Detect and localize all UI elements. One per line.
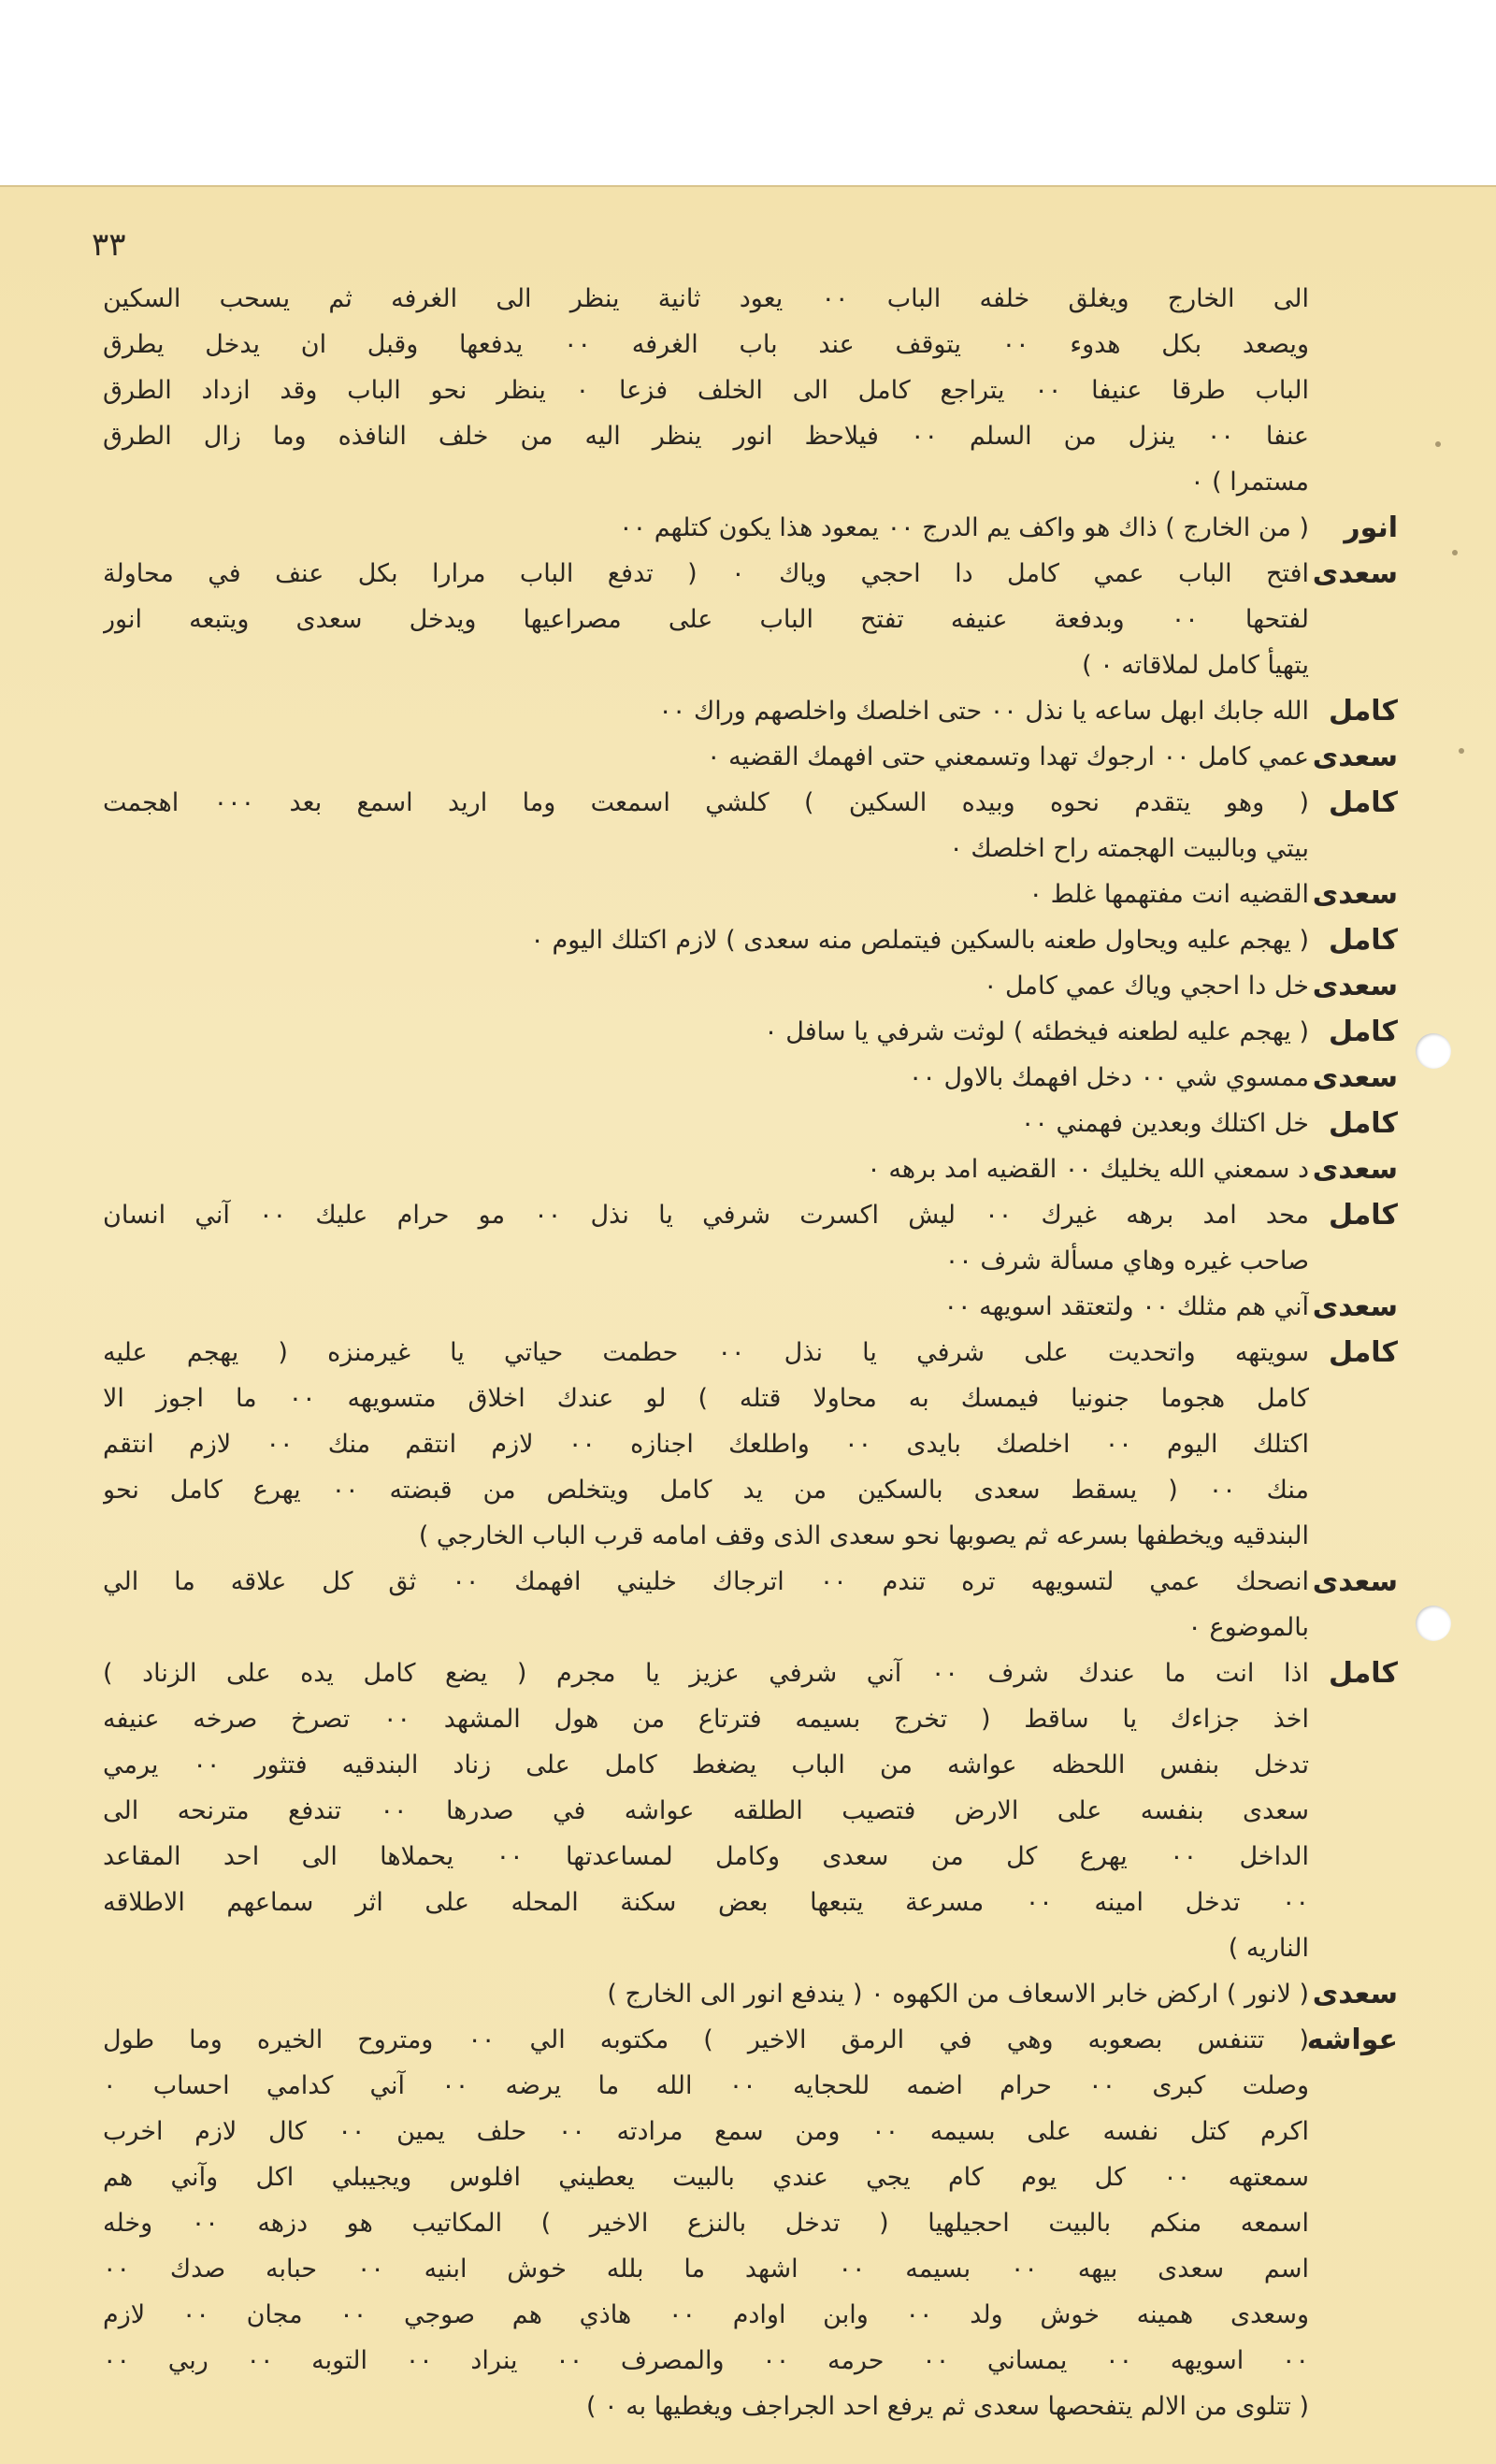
text-line: سمعتهه ٠٠ كل يوم كام يجي عندي بالبيت يعطيني افلوس ويجيبلي اكل وآني هم	[103, 2163, 1309, 2192]
speaker-name: سعدى	[1312, 557, 1398, 590]
dialogue-entry	[103, 1650, 1398, 1971]
dialogue-entry	[103, 551, 1398, 688]
text-line: ٠٠ اسويهه ٠٠ يمساني ٠٠ حرمه ٠٠ والمصرف ٠٠ ينراد ٠٠ التوبه ٠٠ ربي ٠٠	[103, 2346, 1309, 2375]
dialogue-lines	[103, 1559, 1309, 1650]
dialogue-entry	[103, 1055, 1398, 1101]
text-line: عمي كامل ٠٠ ارجوك تهدا وتسمعني حتى افهمك القضيه ٠	[707, 742, 1309, 771]
ink-speck	[1435, 441, 1441, 447]
text-line: ويصعد بكل هدوء ٠٠ يتوقف عند باب الغرفه ٠٠ يدفعها وقبل ان يدخل يطرق	[103, 330, 1309, 359]
speaker-name: كامل	[1328, 695, 1398, 728]
dialogue-lines	[103, 872, 1309, 917]
dialogue-lines	[103, 1284, 1309, 1330]
text-line: اكرم كتل نفسه على بسيمه ٠٠ ومن سمع مرادته ٠٠ حلف يمين ٠٠ كال لازم اخرب	[103, 2117, 1309, 2146]
text-line: ( من الخارج ) ذاك هو واكف يم الدرج ٠٠ يمعود هذا يكون كتلهم ٠٠	[619, 513, 1309, 542]
text-line: د سمعني الله يخليك ٠٠ القضيه امد برهه ٠	[867, 1155, 1309, 1184]
ink-speck	[1452, 550, 1458, 555]
dialogue-lines	[103, 1009, 1309, 1055]
text-line: ممسوي شي ٠٠ دخل افهمك بالاول ٠٠	[908, 1063, 1309, 1092]
dialogue-lines	[103, 2017, 1309, 2429]
dialogue-lines	[103, 1650, 1309, 1971]
text-line: بيتي وبالبيت الهجمته راح اخلصك ٠	[949, 834, 1309, 863]
speaker-name: كامل	[1328, 924, 1398, 957]
dialogue-lines	[103, 1971, 1309, 2017]
speaker-name: كامل	[1328, 1657, 1398, 1690]
punch-hole	[1416, 1606, 1451, 1641]
speaker-name: سعدى	[1312, 741, 1398, 773]
dialogue-lines	[103, 551, 1309, 688]
dialogue-entry	[103, 1971, 1398, 2017]
dialogue-lines	[103, 963, 1309, 1009]
dialogue-lines	[103, 1101, 1309, 1146]
text-line: الى الخارج ويغلق خلفه الباب ٠٠ يعود ثانية ينظر الى الغرفه ثم يسحب السكين	[103, 284, 1309, 313]
text-line: مستمرا ) ٠	[1190, 468, 1309, 497]
text-line: اسمعه منكم بالبيت احجيلهيا ( تدخل بالنزع الاخير ) المكاتيب هو دزهه ٠٠ وخله	[103, 2209, 1309, 2238]
text-line: ( تتنفس بصعوبه وهي في الرمق الاخير ) مكتوبه الي ٠٠ ومتروح الخيره وما طول	[103, 2025, 1309, 2054]
dialogue-lines	[103, 1146, 1309, 1192]
text-line: اكتلك اليوم ٠٠ اخلصك بايدى ٠٠ واطلعك اجنازه ٠٠ لازم انتقم منك ٠٠ لازم انتقم	[103, 1430, 1309, 1459]
dialogue-lines	[103, 734, 1309, 780]
dialogue-lines	[103, 1055, 1309, 1101]
text-line: ( لانور ) اركض خابر الاسعاف من الكهوه ٠ ( يندفع انور الى الخارج )	[607, 1980, 1309, 2009]
punch-hole	[1416, 1033, 1451, 1069]
speaker-name: كامل	[1328, 1336, 1398, 1369]
dialogue-lines	[103, 780, 1309, 872]
dialogue-lines	[103, 1192, 1309, 1284]
page-number: ٣٣	[92, 226, 126, 264]
text-line: سويتهه واتحديت على شرفي يا نذل ٠٠ حطمت حياتي يا غيرمنزه ( يهجم عليه	[103, 1338, 1309, 1367]
text-line: الناريه )	[1228, 1934, 1309, 1963]
speaker-name: كامل	[1328, 1107, 1398, 1140]
text-line: لفتحها ٠٠ وبدفعة عنيفه تفتح الباب على مصراعيها ويدخل سعدى ويتبعه انور	[103, 605, 1309, 634]
ink-speck	[1459, 748, 1464, 754]
text-line: وسعدى همينه خوش ولد ٠٠ وابن اوادم ٠٠ هاذي هم صوجي ٠٠ مجان ٠٠ لازم	[103, 2300, 1309, 2329]
dialogue-entry	[103, 1559, 1398, 1650]
speaker-name: سعدى	[1312, 970, 1398, 1002]
dialogue-entry	[103, 780, 1398, 872]
text-line: ( تتلوى من الالم يتفحصها سعدى ثم يرفع احد الجراجف ويغطيها به ٠ )	[585, 2392, 1309, 2421]
text-line: البندقيه ويخطفها بسرعه ثم يصوبها نحو سعدى الذى وقف امامه قرب الباب الخارجي )	[418, 1521, 1309, 1550]
dialogue-entry	[103, 1192, 1398, 1284]
dialogue-entry	[103, 688, 1398, 734]
text-line: محد امد برهه غيرك ٠٠ ليش اكسرت شرفي يا نذل ٠٠ مو حرام عليك ٠٠ آني انسان	[103, 1201, 1309, 1230]
text-line: ٠٠ تدخل امينه ٠٠ مسرعة يتبعها بعض سكنة المحله على اثر سماعهم الاطلاقه	[103, 1888, 1309, 1917]
dialogue-lines	[103, 505, 1309, 551]
speaker-name: سعدى	[1312, 1061, 1398, 1094]
text-line: كامل هجوما جنونيا فيمسك به محاولا قتله ) لو عندك اخلاق متسويهه ٠٠ ما اجوز الا	[103, 1384, 1309, 1413]
speaker-name: سعدى	[1312, 1978, 1398, 2010]
speaker-name: سعدى	[1312, 878, 1398, 911]
text-line: آني هم مثلك ٠٠ ولتعتقد اسويهه ٠٠	[943, 1292, 1309, 1321]
dialogue-entry	[103, 2017, 1398, 2429]
text-line: وصلت كبرى ٠٠ حرام اضمه للحجايه ٠٠ الله ما يرضه ٠٠ آني كدامي احساب ٠	[103, 2071, 1309, 2100]
text-line: الداخل ٠٠ يهرع كل من سعدى وكامل لمساعدتها ٠٠ يحملاها الى احد المقاعد	[103, 1842, 1309, 1871]
text-line: القضيه انت مفتهمها غلط ٠	[1028, 880, 1309, 909]
text-line: اذا انت ما عندك شرف ٠٠ آني شرفي عزيز يا مجرم ( يضع كامل يده على الزناد )	[103, 1659, 1309, 1688]
paper-sheet	[0, 185, 1496, 2464]
speaker-name: سعدى	[1312, 1290, 1398, 1323]
text-line: ( يهجم عليه لطعنه فيخطئه ) لوثت شرفي يا سافل ٠	[764, 1017, 1309, 1046]
text-line: خل اكتلك وبعدين فهمني ٠٠	[1020, 1109, 1309, 1138]
script-body	[103, 276, 1398, 2429]
speaker-name: كامل	[1328, 786, 1398, 819]
dialogue-entry	[103, 1284, 1398, 1330]
speaker-name: كامل	[1328, 1199, 1398, 1232]
dialogue-entry	[103, 734, 1398, 780]
text-line: الباب طرقا عنيفا ٠٠ يتراجع كامل الى الخلف فزعا ٠ ينظر نحو الباب وقد ازداد الطرق	[103, 376, 1309, 405]
text-line: ( وهو يتقدم نحوه وبيده السكين ) كلشي اسمعت وما اريد اسمع بعد ٠٠٠ اهجمت	[103, 788, 1309, 817]
dialogue-entry	[103, 505, 1398, 551]
text-line: يتهيأ كامل لملاقاته ٠ )	[1082, 651, 1309, 680]
dialogue-entry	[103, 1330, 1398, 1559]
text-line: منك ٠٠ ( يسقط سعدى بالسكين من يد كامل ويتخلص من قبضته ٠٠ يهرع كامل نحو	[103, 1476, 1309, 1505]
dialogue-lines	[103, 917, 1309, 963]
text-line: سعدى بنفسه على الارض فتصيب الطلقه عواشه في صدرها ٠٠ تندفع مترنحه الى	[103, 1796, 1309, 1825]
text-line: صاحب غيره وهاي مسألة شرف ٠٠	[944, 1246, 1309, 1275]
dialogue-entry	[103, 1101, 1398, 1146]
text-line: ( يهجم عليه ويحاول طعنه بالسكين فيتملص منه سعدى ) لازم اكتلك اليوم ٠	[530, 926, 1309, 955]
text-line: خل دا احجي وياك عمي كامل ٠	[983, 972, 1309, 1001]
text-line: اخذ جزاءك يا ساقط ( تخرج بسيمه فترتاع من هول المشهد ٠٠ تصرخ صرخه عنيفه	[103, 1705, 1309, 1734]
speaker-name: عواشه	[1306, 2024, 1398, 2056]
text-line: انصحك عمي لتسويهه تره تندم ٠٠ اترجاك خليني افهمك ٠٠ ثق كل علاقه ما الي	[103, 1567, 1309, 1596]
speaker-name: سعدى	[1312, 1153, 1398, 1186]
dialogue-entry	[103, 963, 1398, 1009]
dialogue-entry	[103, 872, 1398, 917]
text-line: عنفا ٠٠ ينزل من السلم ٠٠ فيلاحظ انور ينظر اليه من خلف النافذه وما زال الطرق	[103, 422, 1309, 451]
dialogue-entry	[103, 1146, 1398, 1192]
text-line: اسم سعدى بيهه ٠٠ بسيمه ٠٠ اشهد ما بلله خوش ابنيه ٠٠ حبابه صدك ٠٠	[103, 2255, 1309, 2284]
dialogue-lines	[103, 276, 1309, 505]
text-line: افتح الباب عمي كامل دا احجي وياك ٠ ( تدفع الباب مرارا بكل عنف في محاولة	[103, 559, 1309, 588]
text-line: الله جابك ابهل ساعه يا نذل ٠٠ حتى اخلصك واخلصهم وراك ٠٠	[658, 697, 1309, 726]
text-line: تدخل بنفس اللحظه عواشه من الباب يضغط كامل على زناد البندقيه فتثور ٠٠ يرمي	[103, 1751, 1309, 1780]
dialogue-entry	[103, 1009, 1398, 1055]
speaker-name: سعدى	[1312, 1565, 1398, 1598]
dialogue-entry	[103, 917, 1398, 963]
speaker-name: انور	[1344, 512, 1398, 544]
dialogue-entry	[103, 276, 1309, 505]
speaker-name: كامل	[1328, 1016, 1398, 1048]
dialogue-lines	[103, 1330, 1309, 1559]
text-line: بالموضوع ٠	[1187, 1613, 1309, 1642]
dialogue-lines	[103, 688, 1309, 734]
